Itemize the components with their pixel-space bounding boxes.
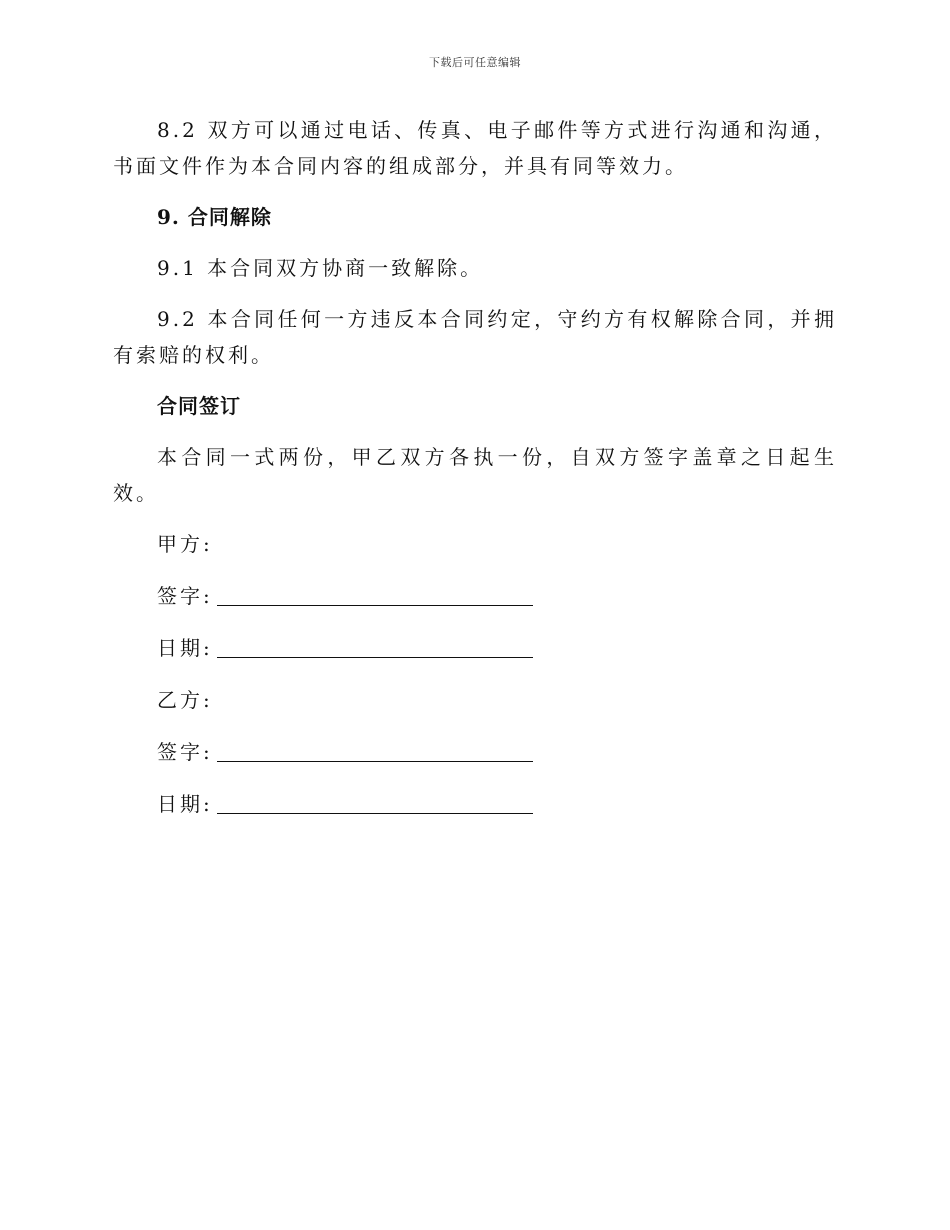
party-b-label: 乙方: [157, 688, 213, 712]
party-a-signature-row [113, 578, 837, 614]
party-a-signature-label: 签字: [157, 584, 213, 608]
party-a-date-label: 日期: [157, 636, 213, 660]
page-header: 下载后可任意编辑 [429, 56, 521, 69]
party-b-date-line[interactable] [217, 787, 533, 814]
party-a-signature-line[interactable] [217, 579, 533, 606]
party-a-label: 甲方: [157, 532, 213, 556]
section-heading-contract-signing: 合同签订 [157, 394, 241, 418]
party-b-signature-label: 签字: [157, 740, 213, 764]
section-heading-contract-termination: 9. 合同解除 [157, 205, 272, 229]
signing-clause: 本合同一式两份，甲乙双方各执一份，自双方签字盖章之日起生效。 [113, 445, 837, 505]
party-b-row [113, 682, 837, 718]
party-a-row [113, 526, 837, 562]
party-b-signature-line[interactable] [217, 735, 533, 762]
party-b-signature-row [113, 734, 837, 770]
party-b-date-row [113, 786, 837, 822]
clause-8-2: 8.2 双方可以通过电话、传真、电子邮件等方式进行沟通和沟通，书面文件作为本合同内容的组成部分，并具有同等效力。 [113, 118, 837, 178]
document-body [113, 112, 837, 838]
party-a-date-line[interactable] [217, 631, 533, 658]
party-b-date-label: 日期: [157, 792, 213, 816]
party-a-date-row [113, 630, 837, 666]
clause-9-1: 9.1 本合同双方协商一致解除。 [157, 256, 484, 280]
clause-9-2: 9.2 本合同任何一方违反本合同约定，守约方有权解除合同，并拥有索赔的权利。 [113, 307, 837, 367]
